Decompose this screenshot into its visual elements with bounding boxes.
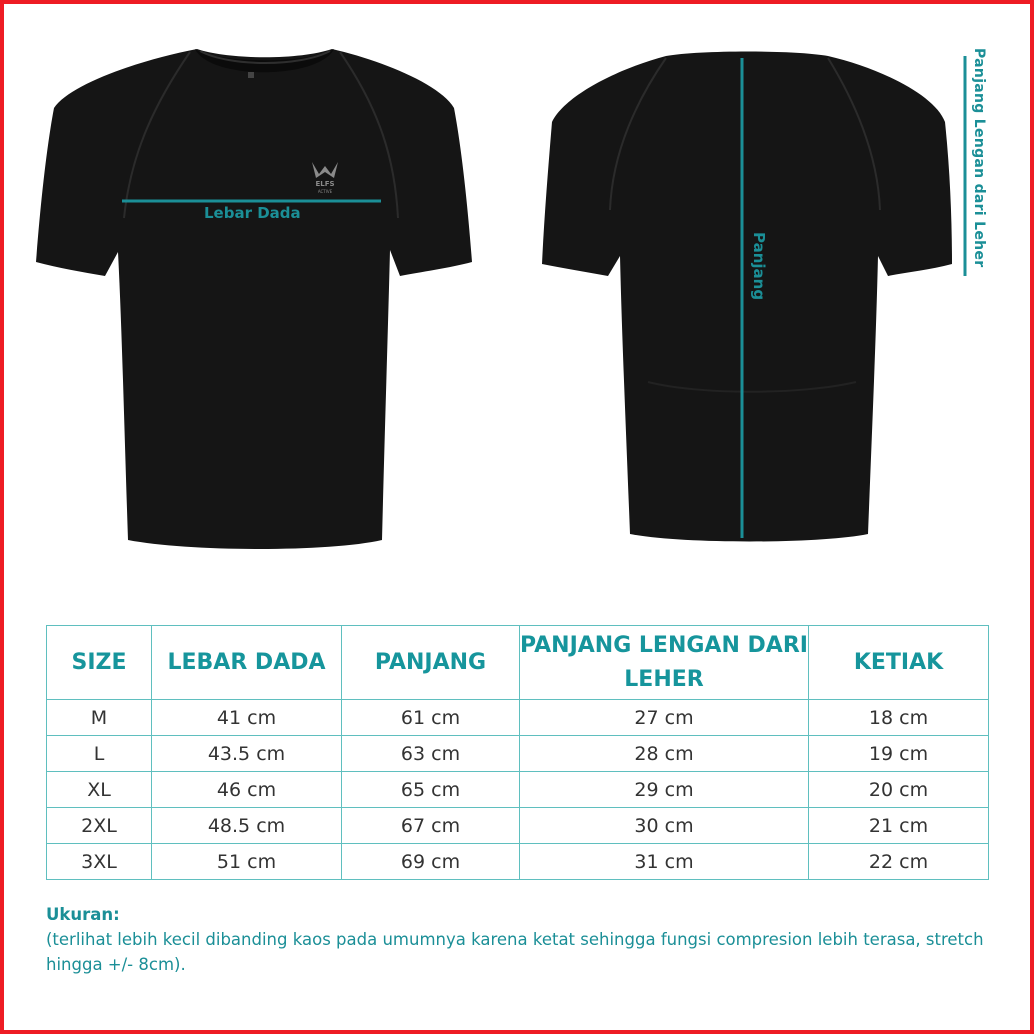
cell-ketiak: 18 cm — [809, 700, 989, 736]
cell-panjang: 61 cm — [342, 700, 520, 736]
size-note — [46, 902, 1006, 977]
length-label: Panjang — [750, 232, 768, 301]
table-row — [47, 736, 989, 772]
cell-size: L — [47, 736, 152, 772]
size-table — [46, 625, 989, 880]
sleeve-length-label: Panjang Lengan dari Leher — [971, 48, 987, 268]
cell-panjang: 69 cm — [342, 844, 520, 880]
cell-lebar-dada: 48.5 cm — [152, 808, 342, 844]
cell-size: M — [47, 700, 152, 736]
cell-ketiak: 21 cm — [809, 808, 989, 844]
table-row — [47, 808, 989, 844]
table-row — [47, 772, 989, 808]
cell-ketiak: 20 cm — [809, 772, 989, 808]
note-title: Ukuran: — [46, 905, 120, 924]
cell-panjang-lengan: 29 cm — [520, 772, 809, 808]
note-text: (terlihat lebih kecil dibanding kaos pada umumnya karena ketat sehingga fungsi compresion lebih terasa, stretch hingga +/- 8cm). — [46, 930, 984, 974]
cell-panjang-lengan: 27 cm — [520, 700, 809, 736]
cell-size: XL — [47, 772, 152, 808]
svg-text:ELFS: ELFS — [315, 180, 335, 188]
cell-lebar-dada: 46 cm — [152, 772, 342, 808]
front-shirt-image — [36, 49, 472, 549]
header-ketiak: KETIAK — [809, 626, 989, 700]
cell-panjang: 67 cm — [342, 808, 520, 844]
cell-panjang-lengan: 28 cm — [520, 736, 809, 772]
cell-panjang-lengan: 31 cm — [520, 844, 809, 880]
back-shirt-image — [542, 52, 952, 542]
header-lebar-dada: LEBAR DADA — [152, 626, 342, 700]
cell-lebar-dada: 51 cm — [152, 844, 342, 880]
cell-size: 3XL — [47, 844, 152, 880]
table-row — [47, 844, 989, 880]
header-panjang: PANJANG — [342, 626, 520, 700]
table-header-row — [47, 626, 989, 700]
cell-lebar-dada: 41 cm — [152, 700, 342, 736]
svg-text:ACTIVE: ACTIVE — [317, 189, 333, 194]
cell-panjang-lengan: 30 cm — [520, 808, 809, 844]
header-size: SIZE — [47, 626, 152, 700]
cell-panjang: 65 cm — [342, 772, 520, 808]
cell-ketiak: 19 cm — [809, 736, 989, 772]
chest-label: Lebar Dada — [204, 204, 301, 222]
cell-lebar-dada: 43.5 cm — [152, 736, 342, 772]
cell-ketiak: 22 cm — [809, 844, 989, 880]
cell-panjang: 63 cm — [342, 736, 520, 772]
table-row — [47, 700, 989, 736]
cell-size: 2XL — [47, 808, 152, 844]
header-panjang-lengan: PANJANG LENGAN DARI LEHER — [520, 626, 809, 700]
